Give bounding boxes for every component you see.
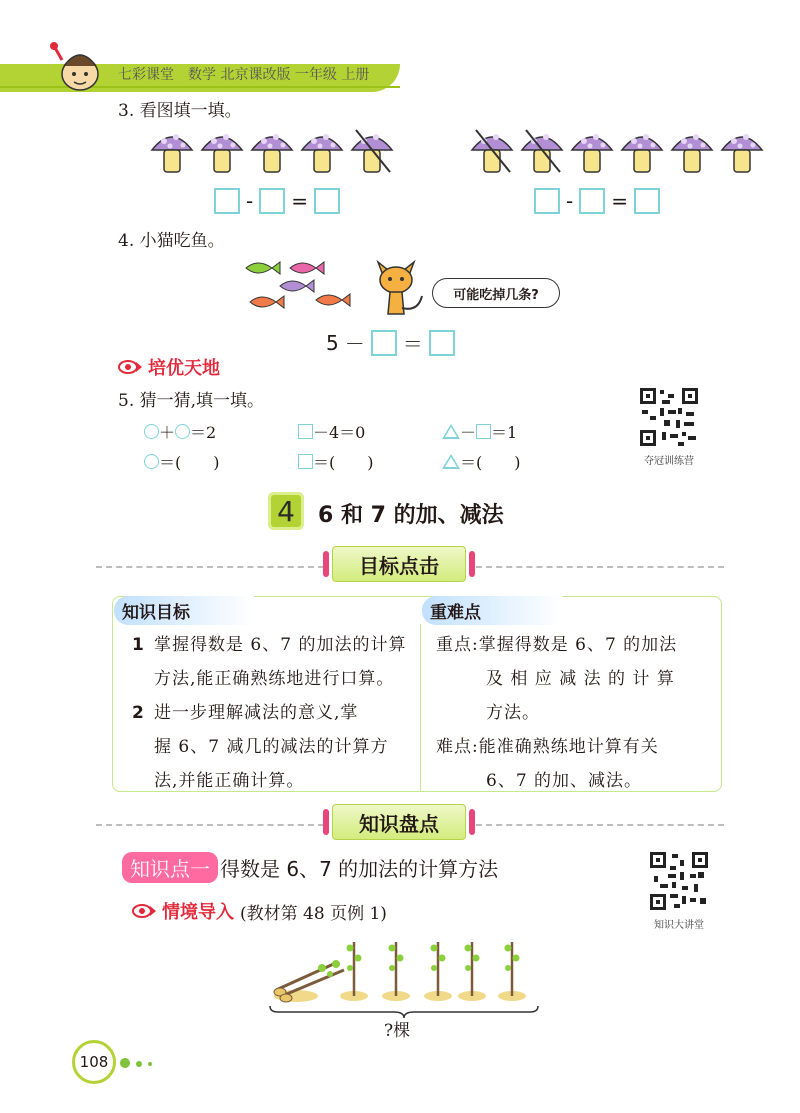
fallen-saplings-icon (274, 960, 344, 1002)
answer-box[interactable] (534, 188, 560, 214)
q3-title: 3. 看图填一填。 (118, 101, 242, 121)
square-shape (298, 424, 313, 439)
key-points-tag: 重难点 (422, 596, 562, 625)
qr-code-icon[interactable] (638, 386, 700, 448)
key-point-text: 掌握得数是 6、7 的加法 (478, 635, 678, 655)
q5-row1-c (442, 420, 517, 443)
answer-box[interactable] (314, 188, 340, 214)
goal-number: 1 (132, 635, 145, 655)
mushroom-icon (570, 128, 614, 174)
knowledge-goal-list (132, 628, 418, 798)
mushroom-crossed-icon (520, 128, 564, 174)
eq-text: ＝1 (491, 423, 518, 442)
key-point-label: 重点: (436, 635, 479, 655)
answer-box[interactable] (429, 330, 455, 356)
key-point-text: 及 相 应 减 法 的 计 算 (486, 669, 675, 689)
minus-sign: - (246, 189, 254, 213)
square-shape (476, 424, 491, 439)
difficulty-text: 6、7 的加、减法。 (486, 771, 643, 791)
mushroom-icon (620, 128, 664, 174)
speech-bubble: 可能吃掉几条? (432, 278, 560, 308)
fish-group-icon (244, 256, 364, 316)
page-dot (136, 1061, 142, 1067)
eq-text: －4＝0 (313, 423, 366, 442)
dash-divider (476, 824, 724, 826)
goal-text: 掌握得数是 6、7 的加法的计算 (154, 635, 407, 655)
answer-box[interactable] (214, 188, 240, 214)
blank[interactable]: ＝( ) (313, 453, 374, 472)
q5-row2-b (298, 450, 374, 473)
pei-you-label: 培优天地 (148, 358, 220, 379)
mushroom-crossed-icon (470, 128, 514, 174)
q5-row2-a (144, 450, 220, 473)
q5-row1-a (144, 420, 216, 443)
situation-label: 情境导入 (162, 902, 234, 923)
pei-you-section (118, 354, 220, 380)
minus-sign: － (344, 332, 365, 356)
triangle-shape (442, 424, 460, 439)
goal-item (132, 628, 418, 662)
knowledge-point-tag: 知识点一 (122, 852, 218, 883)
q4-equation (326, 328, 455, 357)
page-dot (120, 1058, 130, 1068)
lesson-title: 6 和 7 的加、减法 (318, 503, 504, 528)
eq-text: ＝2 (190, 423, 217, 442)
goal-text: 握 6、7 减几的减法的计算方 (154, 737, 389, 757)
mushroom-group-right (470, 128, 764, 174)
circle-shape (175, 424, 190, 439)
dash-divider (476, 566, 724, 568)
mushroom-crossed-icon (350, 128, 394, 174)
target-banner: 目标点击 (332, 546, 466, 582)
mushroom-icon (150, 128, 194, 174)
knowledge-point-title: 得数是 6、7 的加法的计算方法 (220, 857, 499, 881)
goal-text: 进一步理解减法的意义,掌 (154, 703, 359, 723)
key-point-text: 方法。 (486, 703, 540, 723)
eye-arrow-icon (118, 359, 142, 375)
q5-row2-c (442, 450, 521, 473)
cat-icon (368, 252, 428, 318)
mushroom-icon (720, 128, 764, 174)
answer-box[interactable] (579, 188, 605, 214)
mushroom-icon (200, 128, 244, 174)
goal-text: 法,并能正确计算。 (154, 771, 305, 791)
blank[interactable]: ＝( ) (159, 453, 220, 472)
q3-equation-right (534, 188, 660, 214)
situation-intro (132, 898, 387, 924)
dash-divider (96, 824, 324, 826)
saplings-illustration (266, 934, 540, 1010)
answer-box[interactable] (371, 330, 397, 356)
plus: ＋ (159, 423, 176, 442)
dash-divider (96, 566, 324, 568)
key-points-list (436, 628, 720, 798)
equals-sign: = (291, 189, 308, 213)
minus-sign: - (566, 189, 574, 213)
q4-title: 4. 小猫吃鱼。 (118, 231, 225, 251)
triangle-shape (442, 454, 460, 469)
mushroom-icon (670, 128, 714, 174)
equals-sign: ＝ (402, 332, 423, 356)
answer-box[interactable] (634, 188, 660, 214)
planted-saplings-icon (340, 942, 526, 1001)
difficulty-text: 能准确熟练地计算有关 (478, 737, 659, 757)
qr-caption: 知识大讲堂 (654, 920, 704, 931)
lesson-number: 4 (268, 492, 304, 530)
equals-sign: = (611, 189, 628, 213)
minus: － (460, 423, 477, 442)
qr-caption: 夺冠训练营 (644, 456, 694, 467)
number-five: 5 (326, 330, 339, 355)
page-number: 108 (72, 1040, 116, 1084)
panel-divider (420, 624, 421, 792)
goal-number: 2 (132, 703, 145, 723)
knowledge-goal-tag: 知识目标 (114, 596, 254, 625)
q5-title: 5. 猜一猜,填一填。 (118, 391, 265, 411)
page-dot (148, 1062, 152, 1066)
circle-shape (144, 424, 159, 439)
q5-row1-b (298, 420, 365, 443)
qr-code-icon[interactable] (648, 850, 710, 912)
header-title: 七彩课堂 数学 北京课改版 一年级 上册 (118, 67, 370, 83)
circle-shape (144, 454, 159, 469)
mascot-icon (50, 40, 110, 96)
mushroom-icon (300, 128, 344, 174)
mushroom-icon (250, 128, 294, 174)
goal-text: 方法,能正确熟练地进行口算。 (154, 669, 395, 689)
mushroom-group-left (150, 128, 394, 174)
answer-box[interactable] (259, 188, 285, 214)
goal-item (132, 696, 418, 730)
square-shape (298, 454, 313, 469)
q3-equation-left (214, 188, 340, 214)
difficulty-label: 难点: (436, 737, 479, 757)
eye-arrow-icon (132, 903, 156, 919)
blank[interactable]: ＝( ) (460, 453, 521, 472)
tree-count-label: ?棵 (384, 1021, 411, 1041)
textbook-reference: (教材第 48 页例 1) (240, 903, 387, 924)
knowledge-point-1 (122, 852, 498, 883)
inventory-banner: 知识盘点 (332, 804, 466, 840)
